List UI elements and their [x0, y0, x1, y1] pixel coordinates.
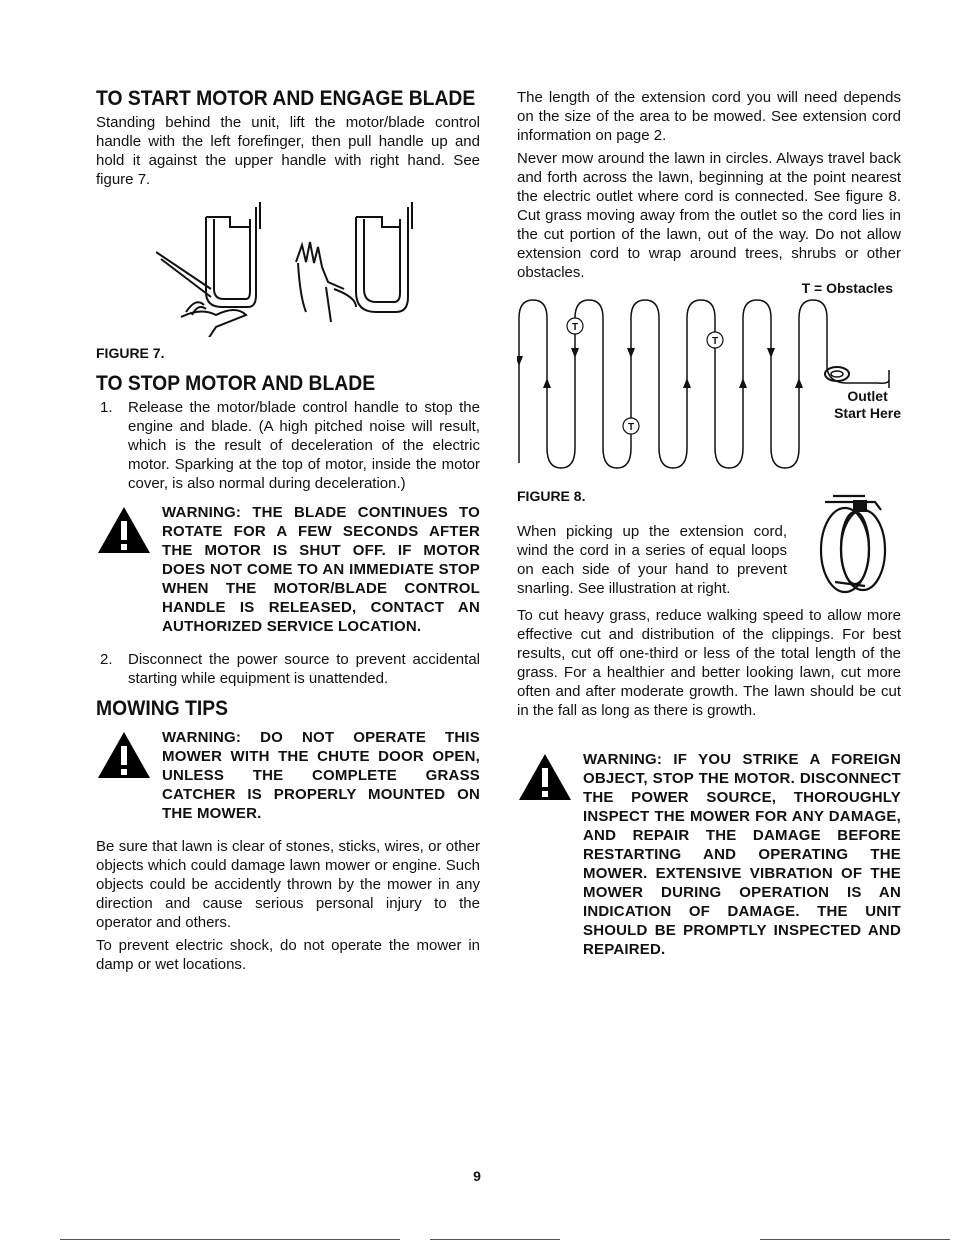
- outlet-label: [834, 388, 901, 422]
- warning-icon: [96, 730, 152, 780]
- figure-7-illustration: [156, 197, 426, 337]
- figure-8-diagram: [517, 288, 901, 478]
- electric-shock-paragraph: To prevent electric shock, do not operate the mower in damp or wet locations.: [96, 937, 480, 973]
- list-item: [96, 398, 480, 493]
- warning-icon: [517, 752, 573, 802]
- cord-loops-illustration: [805, 482, 901, 600]
- cord-winding-text: When picking up the extension cord, wind the cord in a series of equal loops on each side of your hand to prevent snarling. See illustration at right.: [517, 523, 787, 597]
- bottom-rule: [430, 1239, 560, 1240]
- outlet-text: Outlet: [847, 388, 888, 404]
- heading-mowing-tips: MOWING TIPS: [96, 697, 229, 720]
- heavy-grass-text: To cut heavy grass, reduce walking speed to allow more effective cut and distribution of the clippings. For best results, cut off one-third or less of the total length of the grass. For a healthier and better looking lawn, cut more often and after moderate growth. The lawn should be cut in the fall as long as there is growth.: [517, 607, 901, 719]
- start-here-text: Start Here: [834, 405, 901, 421]
- obstacle-marker: T: [627, 422, 635, 433]
- warning-chute-text: WARNING: DO NOT OPERATE THIS MOWER WITH THE CHUTE DOOR OPEN, UNLESS THE COMPLETE GRASS CATCHER IS PROPERLY MOUNTED ON THE MOWER.: [162, 729, 480, 822]
- stop-steps: [96, 398, 480, 493]
- cord-winding-block: [517, 522, 901, 606]
- step-number: 1.: [100, 399, 113, 416]
- start-motor-text: Standing behind the unit, lift the motor/blade control handle with the left forefinger, then pull handle up and hold it against the upper handle with right hand. See figure 7.: [96, 114, 480, 188]
- heading-stop-motor: TO STOP MOTOR AND BLADE: [96, 372, 376, 395]
- warning-foreign-object-text: WARNING: IF YOU STRIKE A FOREIGN OBJECT, STOP THE MOTOR. DISCONNECT THE POWER SOURCE, THOROUGHLY INSPECT THE MOWER FOR ANY DAMAGE, AND REPAIR THE DAMAGE BEFORE RESTARTING AND OPERATING THE MOWER. EXTENSIVE VIBRATION OF THE MOWER DURING OPERATION IS AN INDICATION OF DAMAGE. THE UNIT SHOULD BE PROMPTLY INSPECTED AND REPAIRED.: [583, 751, 901, 958]
- step-text: Release the motor/blade control handle to stop the engine and blade. (A high pitched noise will result, which is the result of deceleration of the electric motor. Sparking at the top of motor, inside the motor cover, is also normal during deceleration.): [128, 399, 480, 492]
- heading-start-motor: TO START MOTOR AND ENGAGE BLADE: [96, 87, 476, 110]
- obstacle-marker: T: [711, 336, 719, 347]
- bottom-rule: [60, 1239, 400, 1240]
- stop-steps-2: [96, 650, 480, 688]
- mowing-tips-paragraph: Be sure that lawn is clear of stones, sticks, wires, or other objects which could damage lawn mower or engine. Such objects could be accidently thrown by the mower in any direction and cause serious personal injury to the operator and others.: [96, 838, 480, 931]
- figure-7: [156, 197, 480, 337]
- obstacle-marker: T: [571, 322, 579, 333]
- warning-chute: [96, 728, 480, 823]
- figure-8-label: FIGURE 8.: [517, 488, 586, 504]
- warning-blade: [96, 503, 480, 636]
- figure-8-legend: T = Obstacles: [801, 280, 893, 296]
- step-number: 2.: [100, 651, 113, 668]
- right-column: [517, 88, 901, 973]
- page-number: 9: [473, 1168, 481, 1184]
- left-column: [96, 88, 480, 978]
- warning-foreign-object: [517, 750, 901, 959]
- warning-icon: [96, 505, 152, 555]
- figure-7-label: FIGURE 7.: [96, 345, 165, 361]
- figure-8: [517, 280, 901, 478]
- mowing-pattern-text: Never mow around the lawn in circles. Always travel back and forth across the lawn, beginning at the point nearest the electric outlet where cord is connected. See figure 8. Cut grass moving away from the outlet so the cord lies in the cut portion of the lawn, out of the way. Do not allow extension cord to wrap around trees, shrubs or other obstacles.: [517, 150, 901, 281]
- list-item: [96, 650, 480, 688]
- extension-cord-length-text: The length of the extension cord you will need depends on the size of the area to be mowed. See extension cord information on page 2.: [517, 89, 901, 144]
- bottom-rule: [760, 1239, 950, 1240]
- warning-blade-text: WARNING: THE BLADE CONTINUES TO ROTATE FOR A FEW SECONDS AFTER THE MOTOR IS SHUT OFF. IF MOTOR DOES NOT COME TO AN IMMEDIATE STOP WHEN THE MOTOR/BLADE CONTROL HANDLE IS RELEASED, CONTACT AN AUTHORIZED SERVICE LOCATION.: [162, 504, 480, 635]
- step-text: Disconnect the power source to prevent accidental starting while equipment is unattended.: [128, 651, 480, 687]
